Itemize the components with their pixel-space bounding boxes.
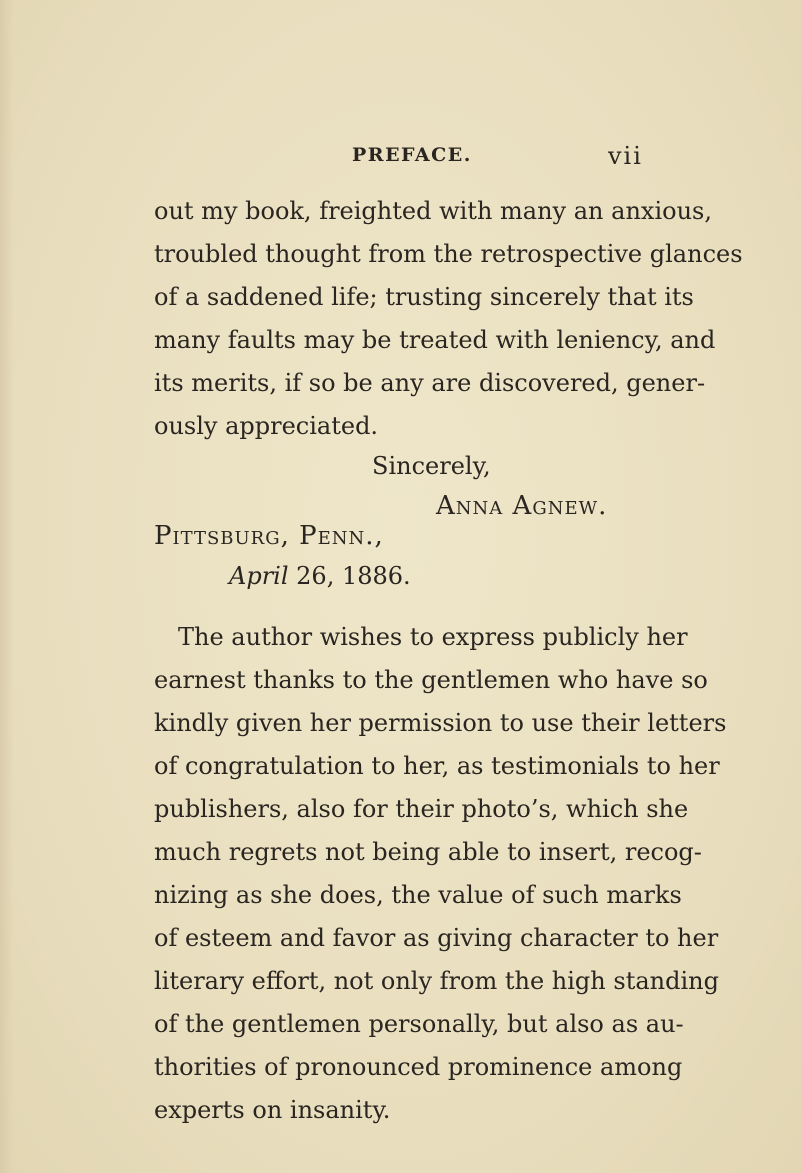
text-line: of the gentlemen personally, but also as au- [154,1010,684,1038]
dateline-day-year: 26, 1886. [288,562,411,590]
page-number: vii [608,142,643,170]
text-line: experts on insanity. [154,1096,391,1124]
dateline-month: April [229,562,289,590]
text-line: literary effort, not only from the high standing [154,967,719,995]
running-head [0,144,801,174]
text-line: thorities of pronounced prominence among [154,1053,683,1081]
dateline-date [229,561,411,591]
text-line: kindly given her permission to use their letters [154,709,727,737]
signature-closing: Sincerely, [372,452,491,480]
text-line: publishers, also for their photo’s, which she [154,795,689,823]
text-line: many faults may be treated with leniency, and [154,326,716,354]
text-line: earnest thanks to the gentlemen who have so [154,666,708,694]
text-line: nizing as she does, the value of such marks [154,881,682,909]
text-line: troubled thought from the retrospective glances [154,240,743,268]
text-line: of a saddened life; trusting sincerely that its [154,283,694,311]
text-line: of congratulation to her, as testimonials to her [154,752,720,780]
text-line: much regrets not being able to insert, recog- [154,838,702,866]
signature-name: Anna Agnew. [436,491,608,521]
text-line: out my book, freighted with many an anxious, [154,197,712,225]
dateline-place: Pittsburg, Penn., [154,521,384,551]
running-head-title: PREFACE. [352,144,472,166]
text-line: ously appreciated. [154,412,379,440]
text-line: of esteem and favor as giving character to her [154,924,719,952]
text-line: its merits, if so be any are discovered, gener- [154,369,706,397]
text-line: The author wishes to express publicly her [178,623,688,651]
